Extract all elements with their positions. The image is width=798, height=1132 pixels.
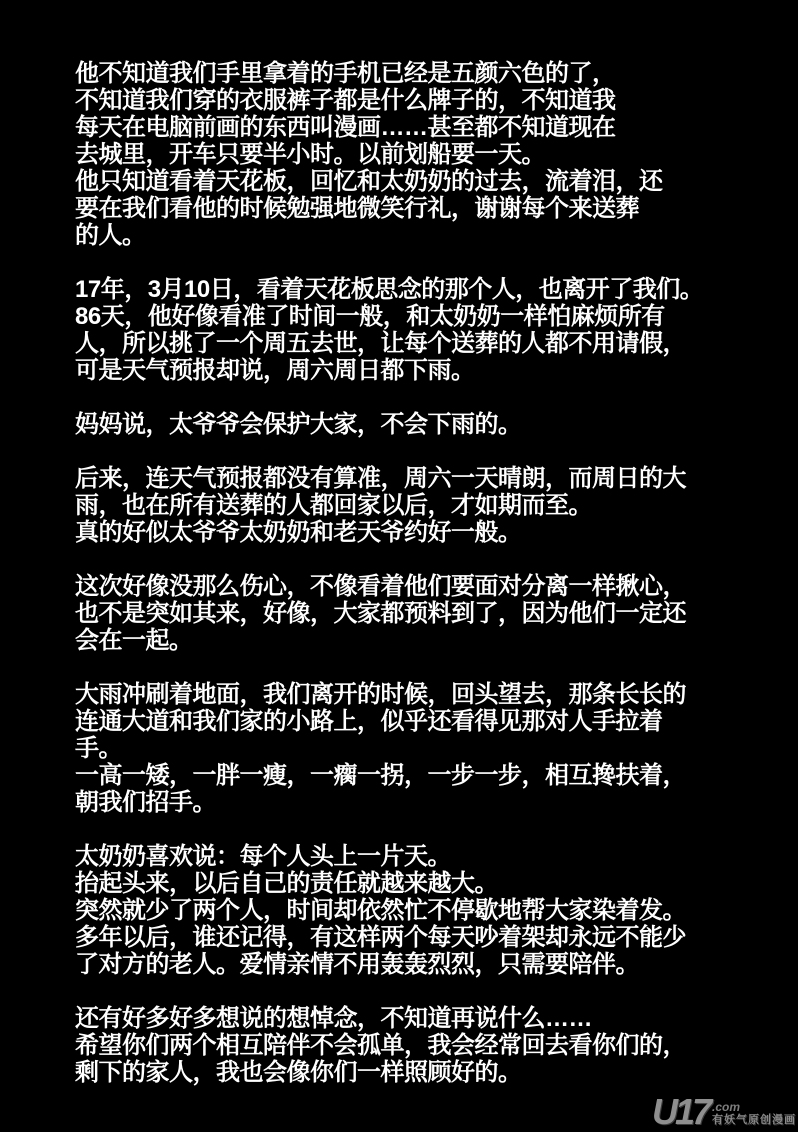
text-line: 还有好多好多想说的想悼念，不知道再说什么…… [75, 1005, 592, 1032]
text-line: 希望你们两个相互陪伴不会孤单，我会经常回去看你们的， [75, 1032, 686, 1059]
text-line: 连通大道和我们家的小路上，似乎还看得见那对人手拉着 [75, 708, 663, 735]
text-line: 朝我们招手。 [75, 789, 216, 816]
u17-tagline: 有妖气原创漫画 [712, 1114, 796, 1126]
text-line: 手。 [75, 735, 122, 762]
u17-logo-right [712, 1101, 796, 1126]
text-line: 他只知道看着天花板，回忆和太奶奶的过去，流着泪，还 [75, 168, 663, 195]
text-line: 每天在电脑前画的东西叫漫画……甚至都不知道现在 [75, 114, 616, 141]
paragraph [75, 843, 775, 978]
text-line: 可是天气预报却说，周六周日都下雨。 [75, 357, 475, 384]
text-line: 剩下的家人，我也会像你们一样照顾好的。 [75, 1059, 522, 1086]
comic-text-page [75, 60, 775, 1086]
text-line: 大雨冲刷着地面，我们离开的时候，回头望去，那条长长的 [75, 681, 686, 708]
text-line: 17年，3月10日，看着天花板思念的那个人，也离开了我们。 [75, 276, 704, 303]
paragraph [75, 465, 775, 546]
text-line: 人，所以挑了一个周五去世，让每个送葬的人都不用请假， [75, 330, 686, 357]
text-line: 的人。 [75, 222, 146, 249]
text-line: 他不知道我们手里拿着的手机已经是五颜六色的了， [75, 60, 616, 87]
site-watermark [651, 1090, 796, 1132]
text-line: 后来，连天气预报都没有算准，周六一天晴朗，而周日的大 [75, 465, 686, 492]
u17-logo: U17 [651, 1090, 709, 1132]
text-line: 一高一矮，一胖一瘦，一瘸一拐，一步一步，相互搀扶着， [75, 762, 686, 789]
text-line: 会在一起。 [75, 627, 193, 654]
text-line: 这次好像没那么伤心，不像看着他们要面对分离一样揪心， [75, 573, 686, 600]
text-line: 要在我们看他的时候勉强地微笑行礼，谢谢每个来送葬 [75, 195, 639, 222]
text-line: 雨，也在所有送葬的人都回家以后，才如期而至。 [75, 492, 592, 519]
paragraph [75, 411, 775, 438]
paragraph [75, 60, 775, 249]
text-line: 去城里，开车只要半小时。以前划船要一天。 [75, 141, 545, 168]
text-line: 真的好似太爷爷太奶奶和老天爷约好一般。 [75, 519, 522, 546]
text-line: 了对方的老人。爱情亲情不用轰轰烈烈，只需要陪伴。 [75, 951, 639, 978]
text-line: 也不是突如其来，好像，大家都预料到了，因为他们一定还 [75, 600, 686, 627]
text-line: 不知道我们穿的衣服裤子都是什么牌子的，不知道我 [75, 87, 616, 114]
paragraph [75, 276, 775, 384]
text-line: 抬起头来，以后自己的责任就越来越大。 [75, 870, 498, 897]
paragraph [75, 1005, 775, 1086]
u17-com-suffix: .com [712, 1100, 741, 1114]
text-line: 妈妈说，太爷爷会保护大家，不会下雨的。 [75, 411, 522, 438]
text-line: 太奶奶喜欢说：每个人头上一片天。 [75, 843, 451, 870]
paragraph [75, 573, 775, 654]
paragraph [75, 681, 775, 816]
text-line: 突然就少了两个人，时间却依然忙不停歇地帮大家染着发。 [75, 897, 686, 924]
text-line: 多年以后，谁还记得，有这样两个每天吵着架却永远不能少 [75, 924, 686, 951]
text-line: 86天，他好像看准了时间一般，和太奶奶一样怕麻烦所有 [75, 303, 665, 330]
